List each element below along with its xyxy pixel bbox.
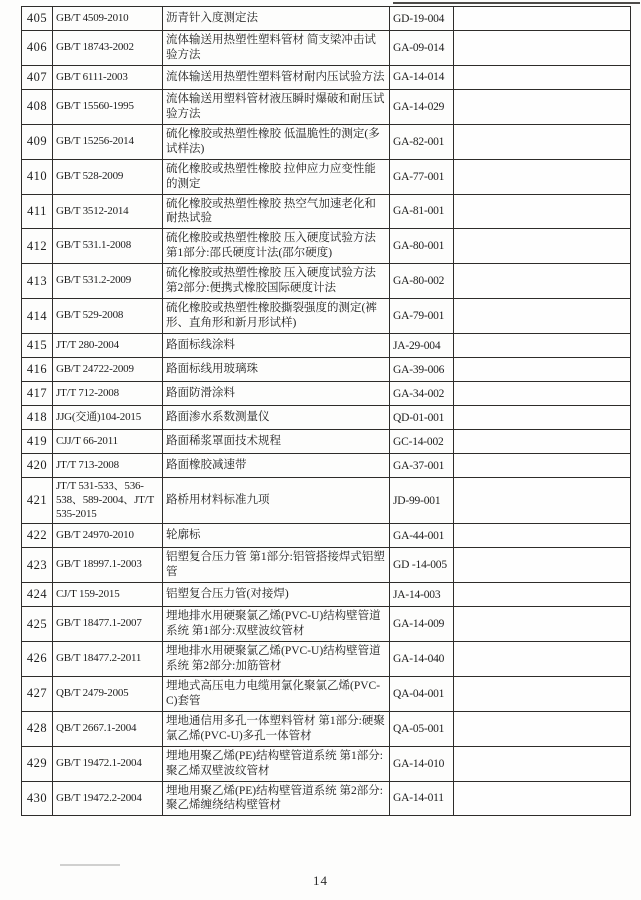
row-number-cell: 427 xyxy=(22,676,53,711)
table-row xyxy=(22,159,631,194)
classification-code-cell: GA-77-001 xyxy=(390,159,454,194)
empty-cell xyxy=(454,746,631,781)
table-row xyxy=(22,524,631,548)
standard-title-cell: 路桥用材料标准九项 xyxy=(163,478,390,524)
empty-cell xyxy=(454,31,631,66)
row-number-cell: 408 xyxy=(22,89,53,124)
classification-code-cell: QD-01-001 xyxy=(390,406,454,430)
standard-number-cell: QB/T 2479-2005 xyxy=(53,676,163,711)
standard-title-cell: 硫化橡胶或热塑性橡胶 压入硬度试验方法 第1部分:邵氏硬度计法(邵尔硬度) xyxy=(163,229,390,264)
table-row xyxy=(22,65,631,89)
classification-code-cell: GA-14-009 xyxy=(390,607,454,642)
empty-cell xyxy=(454,299,631,334)
classification-code-cell: GD -14-005 xyxy=(390,548,454,583)
standard-number-cell: GB/T 3512-2014 xyxy=(53,194,163,229)
empty-cell xyxy=(454,478,631,524)
classification-code-cell: QA-05-001 xyxy=(390,711,454,746)
row-number-cell: 420 xyxy=(22,454,53,478)
row-number-cell: 417 xyxy=(22,382,53,406)
standard-title-cell: 轮廓标 xyxy=(163,524,390,548)
standard-number-cell: CJJ/T 66-2011 xyxy=(53,430,163,454)
classification-code-cell: GA-39-006 xyxy=(390,358,454,382)
standard-title-cell: 埋地通信用多孔一体塑料管材 第1部分:硬聚氯乙烯(PVC-U)多孔一体管材 xyxy=(163,711,390,746)
empty-cell xyxy=(454,583,631,607)
standard-title-cell: 铝塑复合压力管(对接焊) xyxy=(163,583,390,607)
table-row xyxy=(22,264,631,299)
standard-title-cell: 硫化橡胶或热塑性橡胶撕裂强度的测定(裤形、直角形和新月形试样) xyxy=(163,299,390,334)
classification-code-cell: GA-37-001 xyxy=(390,454,454,478)
empty-cell xyxy=(454,430,631,454)
classification-code-cell: GA-14-040 xyxy=(390,642,454,677)
standard-number-cell: GB/T 528-2009 xyxy=(53,159,163,194)
table-row xyxy=(22,676,631,711)
standard-number-cell: GB/T 24722-2009 xyxy=(53,358,163,382)
empty-cell xyxy=(454,334,631,358)
standard-title-cell: 埋地用聚乙烯(PE)结构壁管道系统 第1部分:聚乙烯双壁波纹管材 xyxy=(163,746,390,781)
empty-cell xyxy=(454,7,631,31)
standard-number-cell: JT/T 280-2004 xyxy=(53,334,163,358)
row-number-cell: 430 xyxy=(22,781,53,816)
empty-cell xyxy=(454,159,631,194)
table-row xyxy=(22,548,631,583)
standard-number-cell: QB/T 2667.1-2004 xyxy=(53,711,163,746)
standard-number-cell: GB/T 531.2-2009 xyxy=(53,264,163,299)
standard-title-cell: 路面渗水系数测量仪 xyxy=(163,406,390,430)
table-row xyxy=(22,7,631,31)
table-row xyxy=(22,430,631,454)
empty-cell xyxy=(454,524,631,548)
classification-code-cell: GA-79-001 xyxy=(390,299,454,334)
standard-title-cell: 硫化橡胶或热塑性橡胶 压入硬度试验方法 第2部分:便携式橡胶国际硬度计法 xyxy=(163,264,390,299)
standard-number-cell: GB/T 24970-2010 xyxy=(53,524,163,548)
empty-cell xyxy=(454,406,631,430)
standard-number-cell: GB/T 19472.2-2004 xyxy=(53,781,163,816)
standard-title-cell: 流体输送用热塑性塑料管材耐内压试验方法 xyxy=(163,65,390,89)
row-number-cell: 409 xyxy=(22,124,53,159)
table-row xyxy=(22,299,631,334)
table-row xyxy=(22,89,631,124)
empty-cell xyxy=(454,65,631,89)
standard-number-cell: GB/T 6111-2003 xyxy=(53,65,163,89)
standard-title-cell: 流体输送用塑料管材液压瞬时爆破和耐压试验方法 xyxy=(163,89,390,124)
empty-cell xyxy=(454,711,631,746)
classification-code-cell: GD-19-004 xyxy=(390,7,454,31)
standards-table xyxy=(21,6,631,816)
empty-cell xyxy=(454,607,631,642)
empty-cell xyxy=(454,676,631,711)
table-row xyxy=(22,478,631,524)
classification-code-cell: GA-34-002 xyxy=(390,382,454,406)
empty-cell xyxy=(454,454,631,478)
row-number-cell: 415 xyxy=(22,334,53,358)
standard-title-cell: 埋地用聚乙烯(PE)结构壁管道系统 第2部分:聚乙烯缠绕结构壁管材 xyxy=(163,781,390,816)
standard-title-cell: 路面稀浆罩面技术规程 xyxy=(163,430,390,454)
standard-title-cell: 沥青针入度测定法 xyxy=(163,7,390,31)
row-number-cell: 410 xyxy=(22,159,53,194)
classification-code-cell: GA-82-001 xyxy=(390,124,454,159)
standard-number-cell: JJG(交通)104-2015 xyxy=(53,406,163,430)
empty-cell xyxy=(454,548,631,583)
standard-title-cell: 埋地排水用硬聚氯乙烯(PVC-U)结构壁管道系统 第2部分:加筋管材 xyxy=(163,642,390,677)
row-number-cell: 412 xyxy=(22,229,53,264)
standard-title-cell: 路面标线涂料 xyxy=(163,334,390,358)
row-number-cell: 428 xyxy=(22,711,53,746)
standard-title-cell: 路面橡胶减速带 xyxy=(163,454,390,478)
row-number-cell: 413 xyxy=(22,264,53,299)
classification-code-cell: JD-99-001 xyxy=(390,478,454,524)
standard-title-cell: 埋地式高压电力电缆用氯化聚氯乙烯(PVC-C)套管 xyxy=(163,676,390,711)
classification-code-cell: GA-09-014 xyxy=(390,31,454,66)
empty-cell xyxy=(454,358,631,382)
standard-title-cell: 硫化橡胶或热塑性橡胶 低温脆性的测定(多试样法) xyxy=(163,124,390,159)
row-number-cell: 416 xyxy=(22,358,53,382)
row-number-cell: 411 xyxy=(22,194,53,229)
standard-title-cell: 铝塑复合压力管 第1部分:铝管搭接焊式铝塑管 xyxy=(163,548,390,583)
row-number-cell: 422 xyxy=(22,524,53,548)
row-number-cell: 425 xyxy=(22,607,53,642)
standard-title-cell: 硫化橡胶或热塑性橡胶 热空气加速老化和耐热试验 xyxy=(163,194,390,229)
table-row xyxy=(22,382,631,406)
scan-artifact xyxy=(60,864,120,866)
table-row xyxy=(22,746,631,781)
table-row xyxy=(22,358,631,382)
empty-cell xyxy=(454,382,631,406)
row-number-cell: 426 xyxy=(22,642,53,677)
standard-title-cell: 路面防滑涂料 xyxy=(163,382,390,406)
empty-cell xyxy=(454,194,631,229)
standard-number-cell: JT/T 712-2008 xyxy=(53,382,163,406)
table-row xyxy=(22,229,631,264)
classification-code-cell: GA-44-001 xyxy=(390,524,454,548)
row-number-cell: 419 xyxy=(22,430,53,454)
classification-code-cell: JA-29-004 xyxy=(390,334,454,358)
standard-number-cell: GB/T 18743-2002 xyxy=(53,31,163,66)
standard-number-cell: JT/T 531-533、536-538、589-2004、JT/T 535-2015 xyxy=(53,478,163,524)
standard-number-cell: GB/T 18997.1-2003 xyxy=(53,548,163,583)
classification-code-cell: GA-80-001 xyxy=(390,229,454,264)
table-row xyxy=(22,334,631,358)
page-number: 14 xyxy=(313,873,328,888)
table-row xyxy=(22,406,631,430)
classification-code-cell: GA-14-029 xyxy=(390,89,454,124)
classification-code-cell: GC-14-002 xyxy=(390,430,454,454)
standard-title-cell: 硫化橡胶或热塑性橡胶 拉伸应力应变性能的测定 xyxy=(163,159,390,194)
empty-cell xyxy=(454,124,631,159)
standard-number-cell: GB/T 531.1-2008 xyxy=(53,229,163,264)
standard-number-cell: GB/T 18477.1-2007 xyxy=(53,607,163,642)
standard-number-cell: GB/T 19472.1-2004 xyxy=(53,746,163,781)
table-row xyxy=(22,607,631,642)
standard-number-cell: GB/T 15560-1995 xyxy=(53,89,163,124)
empty-cell xyxy=(454,89,631,124)
table-row xyxy=(22,583,631,607)
table-row xyxy=(22,194,631,229)
scan-artifact xyxy=(393,2,640,4)
classification-code-cell: GA-14-010 xyxy=(390,746,454,781)
table-row xyxy=(22,781,631,816)
table-row xyxy=(22,711,631,746)
row-number-cell: 424 xyxy=(22,583,53,607)
classification-code-cell: GA-81-001 xyxy=(390,194,454,229)
standard-number-cell: GB/T 529-2008 xyxy=(53,299,163,334)
empty-cell xyxy=(454,229,631,264)
standard-number-cell: GB/T 4509-2010 xyxy=(53,7,163,31)
classification-code-cell: GA-14-011 xyxy=(390,781,454,816)
standard-title-cell: 埋地排水用硬聚氯乙烯(PVC-U)结构壁管道系统 第1部分:双壁波纹管材 xyxy=(163,607,390,642)
row-number-cell: 414 xyxy=(22,299,53,334)
standard-number-cell: GB/T 15256-2014 xyxy=(53,124,163,159)
standard-title-cell: 路面标线用玻璃珠 xyxy=(163,358,390,382)
row-number-cell: 429 xyxy=(22,746,53,781)
classification-code-cell: GA-14-014 xyxy=(390,65,454,89)
table-row xyxy=(22,454,631,478)
row-number-cell: 406 xyxy=(22,31,53,66)
table-row xyxy=(22,31,631,66)
empty-cell xyxy=(454,642,631,677)
row-number-cell: 407 xyxy=(22,65,53,89)
standard-number-cell: CJ/T 159-2015 xyxy=(53,583,163,607)
classification-code-cell: JA-14-003 xyxy=(390,583,454,607)
row-number-cell: 423 xyxy=(22,548,53,583)
row-number-cell: 418 xyxy=(22,406,53,430)
standard-number-cell: JT/T 713-2008 xyxy=(53,454,163,478)
row-number-cell: 421 xyxy=(22,478,53,524)
classification-code-cell: GA-80-002 xyxy=(390,264,454,299)
empty-cell xyxy=(454,264,631,299)
empty-cell xyxy=(454,781,631,816)
table-row xyxy=(22,642,631,677)
classification-code-cell: QA-04-001 xyxy=(390,676,454,711)
standard-title-cell: 流体输送用热塑性塑料管材 简支梁冲击试验方法 xyxy=(163,31,390,66)
standard-number-cell: GB/T 18477.2-2011 xyxy=(53,642,163,677)
row-number-cell: 405 xyxy=(22,7,53,31)
table-row xyxy=(22,124,631,159)
